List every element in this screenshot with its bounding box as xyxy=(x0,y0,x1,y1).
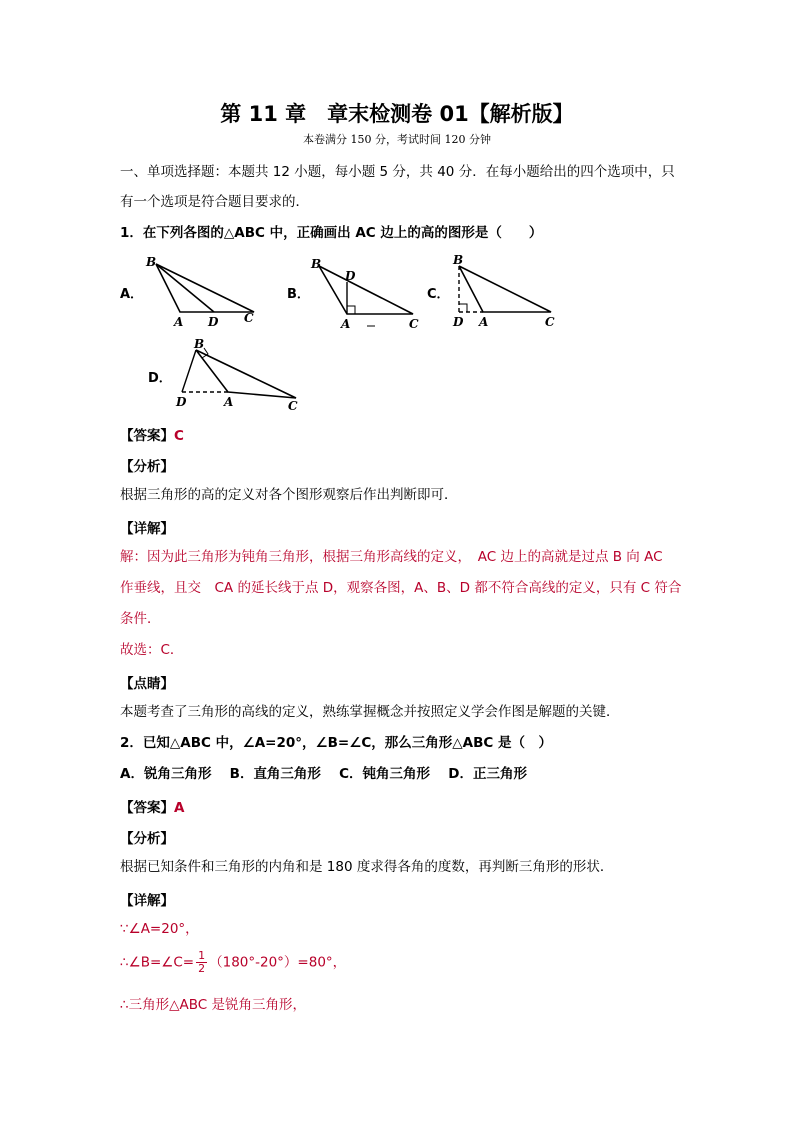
option-a-label: A． xyxy=(120,287,144,302)
step2-suffix: （180°-20°）=80°， xyxy=(209,954,347,971)
label-a: A xyxy=(224,395,234,409)
q2-detail-label: 【详解】 xyxy=(120,893,174,909)
option-d-label: D． xyxy=(148,371,172,386)
q2-step3: ∴三角形△ABC 是锐角三角形， xyxy=(120,997,306,1013)
q2-step1: ∵∠A=20°， xyxy=(120,921,199,937)
answer-value: A xyxy=(174,800,185,816)
page-subtitle: 本卷满分 150 分，考试时间 120 分钟 xyxy=(303,133,491,146)
label-c: C xyxy=(288,399,298,413)
q1-comment-label: 【点睛】 xyxy=(120,676,174,692)
triangle-abc xyxy=(196,350,296,398)
question-2-stem: 2．已知△ABC 中，∠A=20°，∠B=∠C，那么三角形△ABC 是（ ） xyxy=(120,735,552,751)
label-d: D xyxy=(176,395,187,409)
q1-analysis-label: 【分析】 xyxy=(120,459,174,475)
q2-answer xyxy=(120,796,184,816)
label-c: C xyxy=(545,315,555,329)
answer-value: C xyxy=(174,428,184,444)
fraction-numerator: 1 xyxy=(198,949,206,962)
label-b: B xyxy=(146,255,157,269)
label-b: B xyxy=(311,257,322,271)
label-d: D xyxy=(345,269,356,283)
label-b: B xyxy=(453,253,464,267)
answer-label: 【答案】 xyxy=(120,428,174,444)
q1-comment-text: 本题考查了三角形的高线的定义，熟练掌握概念并按照定义学会作图是解题的关键． xyxy=(120,704,620,720)
fraction-one-half xyxy=(196,950,207,975)
q1-analysis-text: 根据三角形的高的定义对各个图形观察后作出判断即可． xyxy=(120,487,458,503)
q2-analysis-text: 根据已知条件和三角形的内角和是 180 度求得各角的度数，再判断三角形的形状． xyxy=(120,859,614,875)
section-instruction-line1: 一、单项选择题：本题共 12 小题，每小题 5 分，共 40 分．在每小题给出的四个选项中，只 xyxy=(120,164,675,180)
label-b: B xyxy=(194,337,205,351)
q1-answer xyxy=(120,424,184,444)
label-c: C xyxy=(409,317,419,331)
page-title: 第 11 章 章末检测卷 01【解析版】 xyxy=(220,102,574,126)
q2-analysis-label: 【分析】 xyxy=(120,831,174,847)
right-angle-mark xyxy=(459,304,467,312)
triangle-abc xyxy=(459,266,551,312)
answer-label: 【答案】 xyxy=(120,800,174,816)
step2-prefix: ∴∠B=∠C= xyxy=(120,954,195,971)
figure-option-d xyxy=(172,336,307,416)
fraction-denominator: 2 xyxy=(198,962,206,975)
question-2-options: A．锐角三角形 B．直角三角形 C．钝角三角形 D．正三角形 xyxy=(120,766,527,782)
option-b-label: B． xyxy=(287,287,310,302)
label-d: D xyxy=(453,315,464,329)
label-a: A xyxy=(479,315,489,329)
section-instruction-line2: 有一个选项是符合题目要求的． xyxy=(120,194,309,210)
label-a: A xyxy=(174,315,184,329)
triangle-abc xyxy=(319,266,413,314)
right-angle-mark xyxy=(347,306,355,314)
figure-option-a xyxy=(140,252,270,332)
option-c-label: C． xyxy=(427,287,450,302)
q1-detail-line1: 解：因为此三角形为钝角三角形，根据三角形高线的定义， AC 边上的高就是过点 B 向 AC xyxy=(120,549,663,565)
q1-detail-line3: 条件． xyxy=(120,611,161,627)
question-1-stem: 1．在下列各图的△ABC 中，正确画出 AC 边上的高的图形是（ ） xyxy=(120,225,543,241)
q2-step2 xyxy=(120,950,346,975)
figure-option-b xyxy=(305,252,430,334)
label-c: C xyxy=(244,311,254,325)
figure-option-c xyxy=(445,252,570,334)
q1-detail-line2: 作垂线，且交 CA 的延长线于点 D，观察各图，A、B、D 都不符合高线的定义，只有 C 符合 xyxy=(120,580,682,596)
q1-detail-label: 【详解】 xyxy=(120,521,174,537)
label-d: D xyxy=(208,315,219,329)
q1-choose: 故选：C． xyxy=(120,642,184,658)
segment-bd xyxy=(182,350,196,392)
label-a: A xyxy=(341,317,351,331)
